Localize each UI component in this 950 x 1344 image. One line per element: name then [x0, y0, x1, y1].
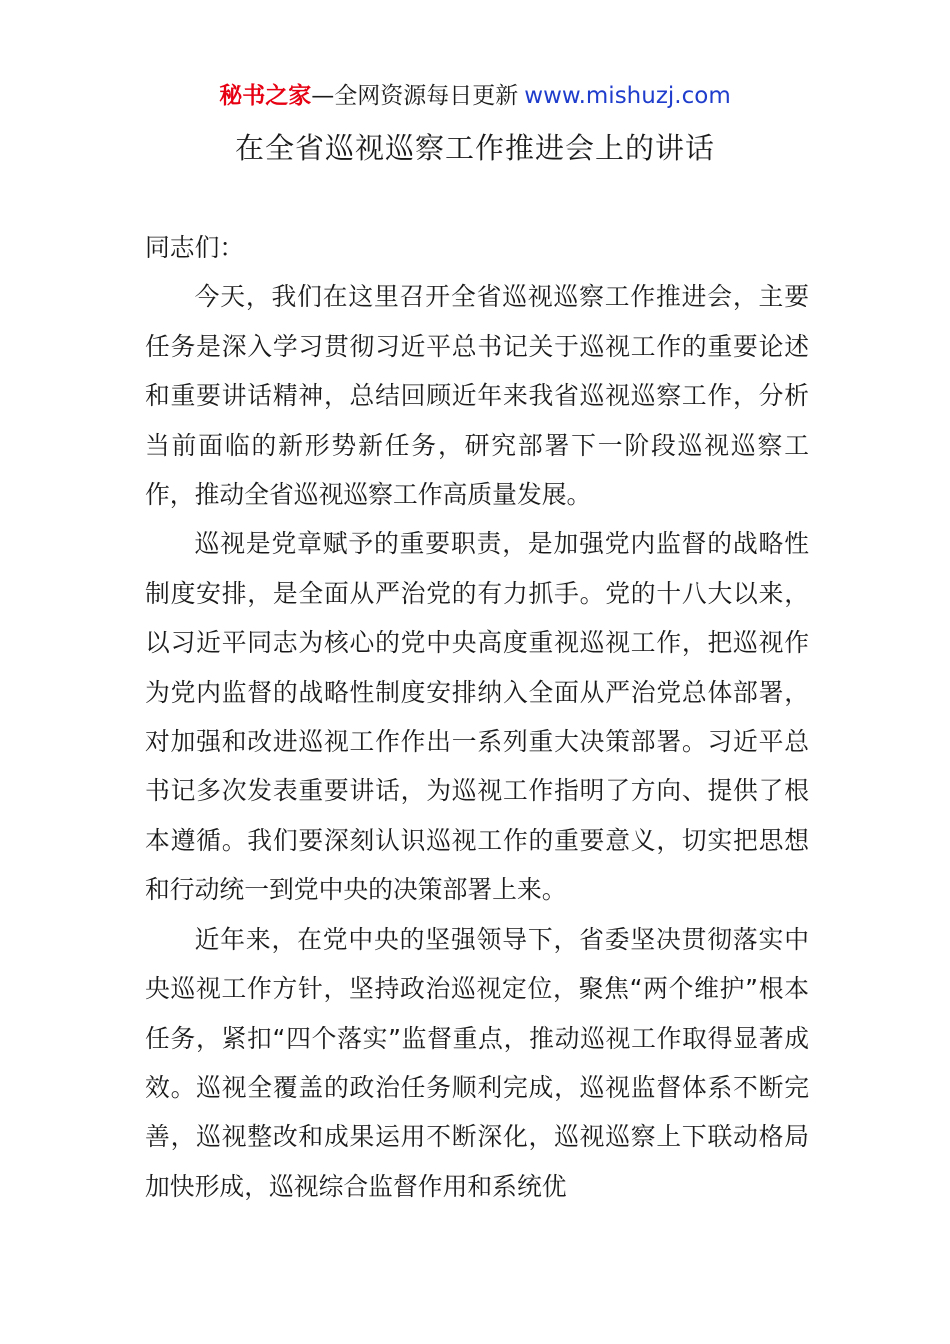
site-url-link[interactable]: www.mishuzj.com: [524, 83, 731, 109]
site-header: [0, 80, 950, 112]
paragraph: 今天，我们在这里召开全省巡视巡察工作推进会，主要任务是深入学习贯彻习近平总书记关于巡视工作的重要论述和重要讲话精神，总结回顾近年来我省巡视巡察工作，分析当前面临的新形势新任务，研究部署下一阶段巡视巡察工作，推动全省巡视巡察工作高质量发展。: [145, 282, 809, 510]
paragraph: 巡视是党章赋予的重要职责，是加强党内监督的战略性制度安排，是全面从严治党的有力抓手。党的十八大以来，以习近平同志为核心的党中央高度重视巡视工作，把巡视作为党内监督的战略性制度安排纳入全面从严治党总体部署，对加强和改进巡视工作作出一系列重大决策部署。习近平总书记多次发表重要讲话，为巡视工作指明了方向、提供了根本遵循。我们要深刻认识巡视工作的重要意义，切实把思想和行动统一到党中央的决策部署上来。: [145, 529, 809, 905]
brand-name: 秘书之家: [219, 83, 312, 109]
salutation: 同志们：: [145, 233, 245, 262]
document-body: [145, 223, 809, 1211]
header-tagline: —全网资源每日更新: [311, 83, 519, 109]
paragraph: 近年来，在党中央的坚强领导下，省委坚决贯彻落实中央巡视工作方针，坚持政治巡视定位，聚焦“两个维护”根本任务，紧扣“四个落实”监督重点，推动巡视工作取得显著成效。巡视全覆盖的政治任务顺利完成，巡视监督体系不断完善，巡视整改和成果运用不断深化，巡视巡察上下联动格局加快形成，巡视综合监督作用和系统优: [145, 924, 809, 1201]
document-title: 在全省巡视巡察工作推进会上的讲话: [234, 131, 715, 165]
